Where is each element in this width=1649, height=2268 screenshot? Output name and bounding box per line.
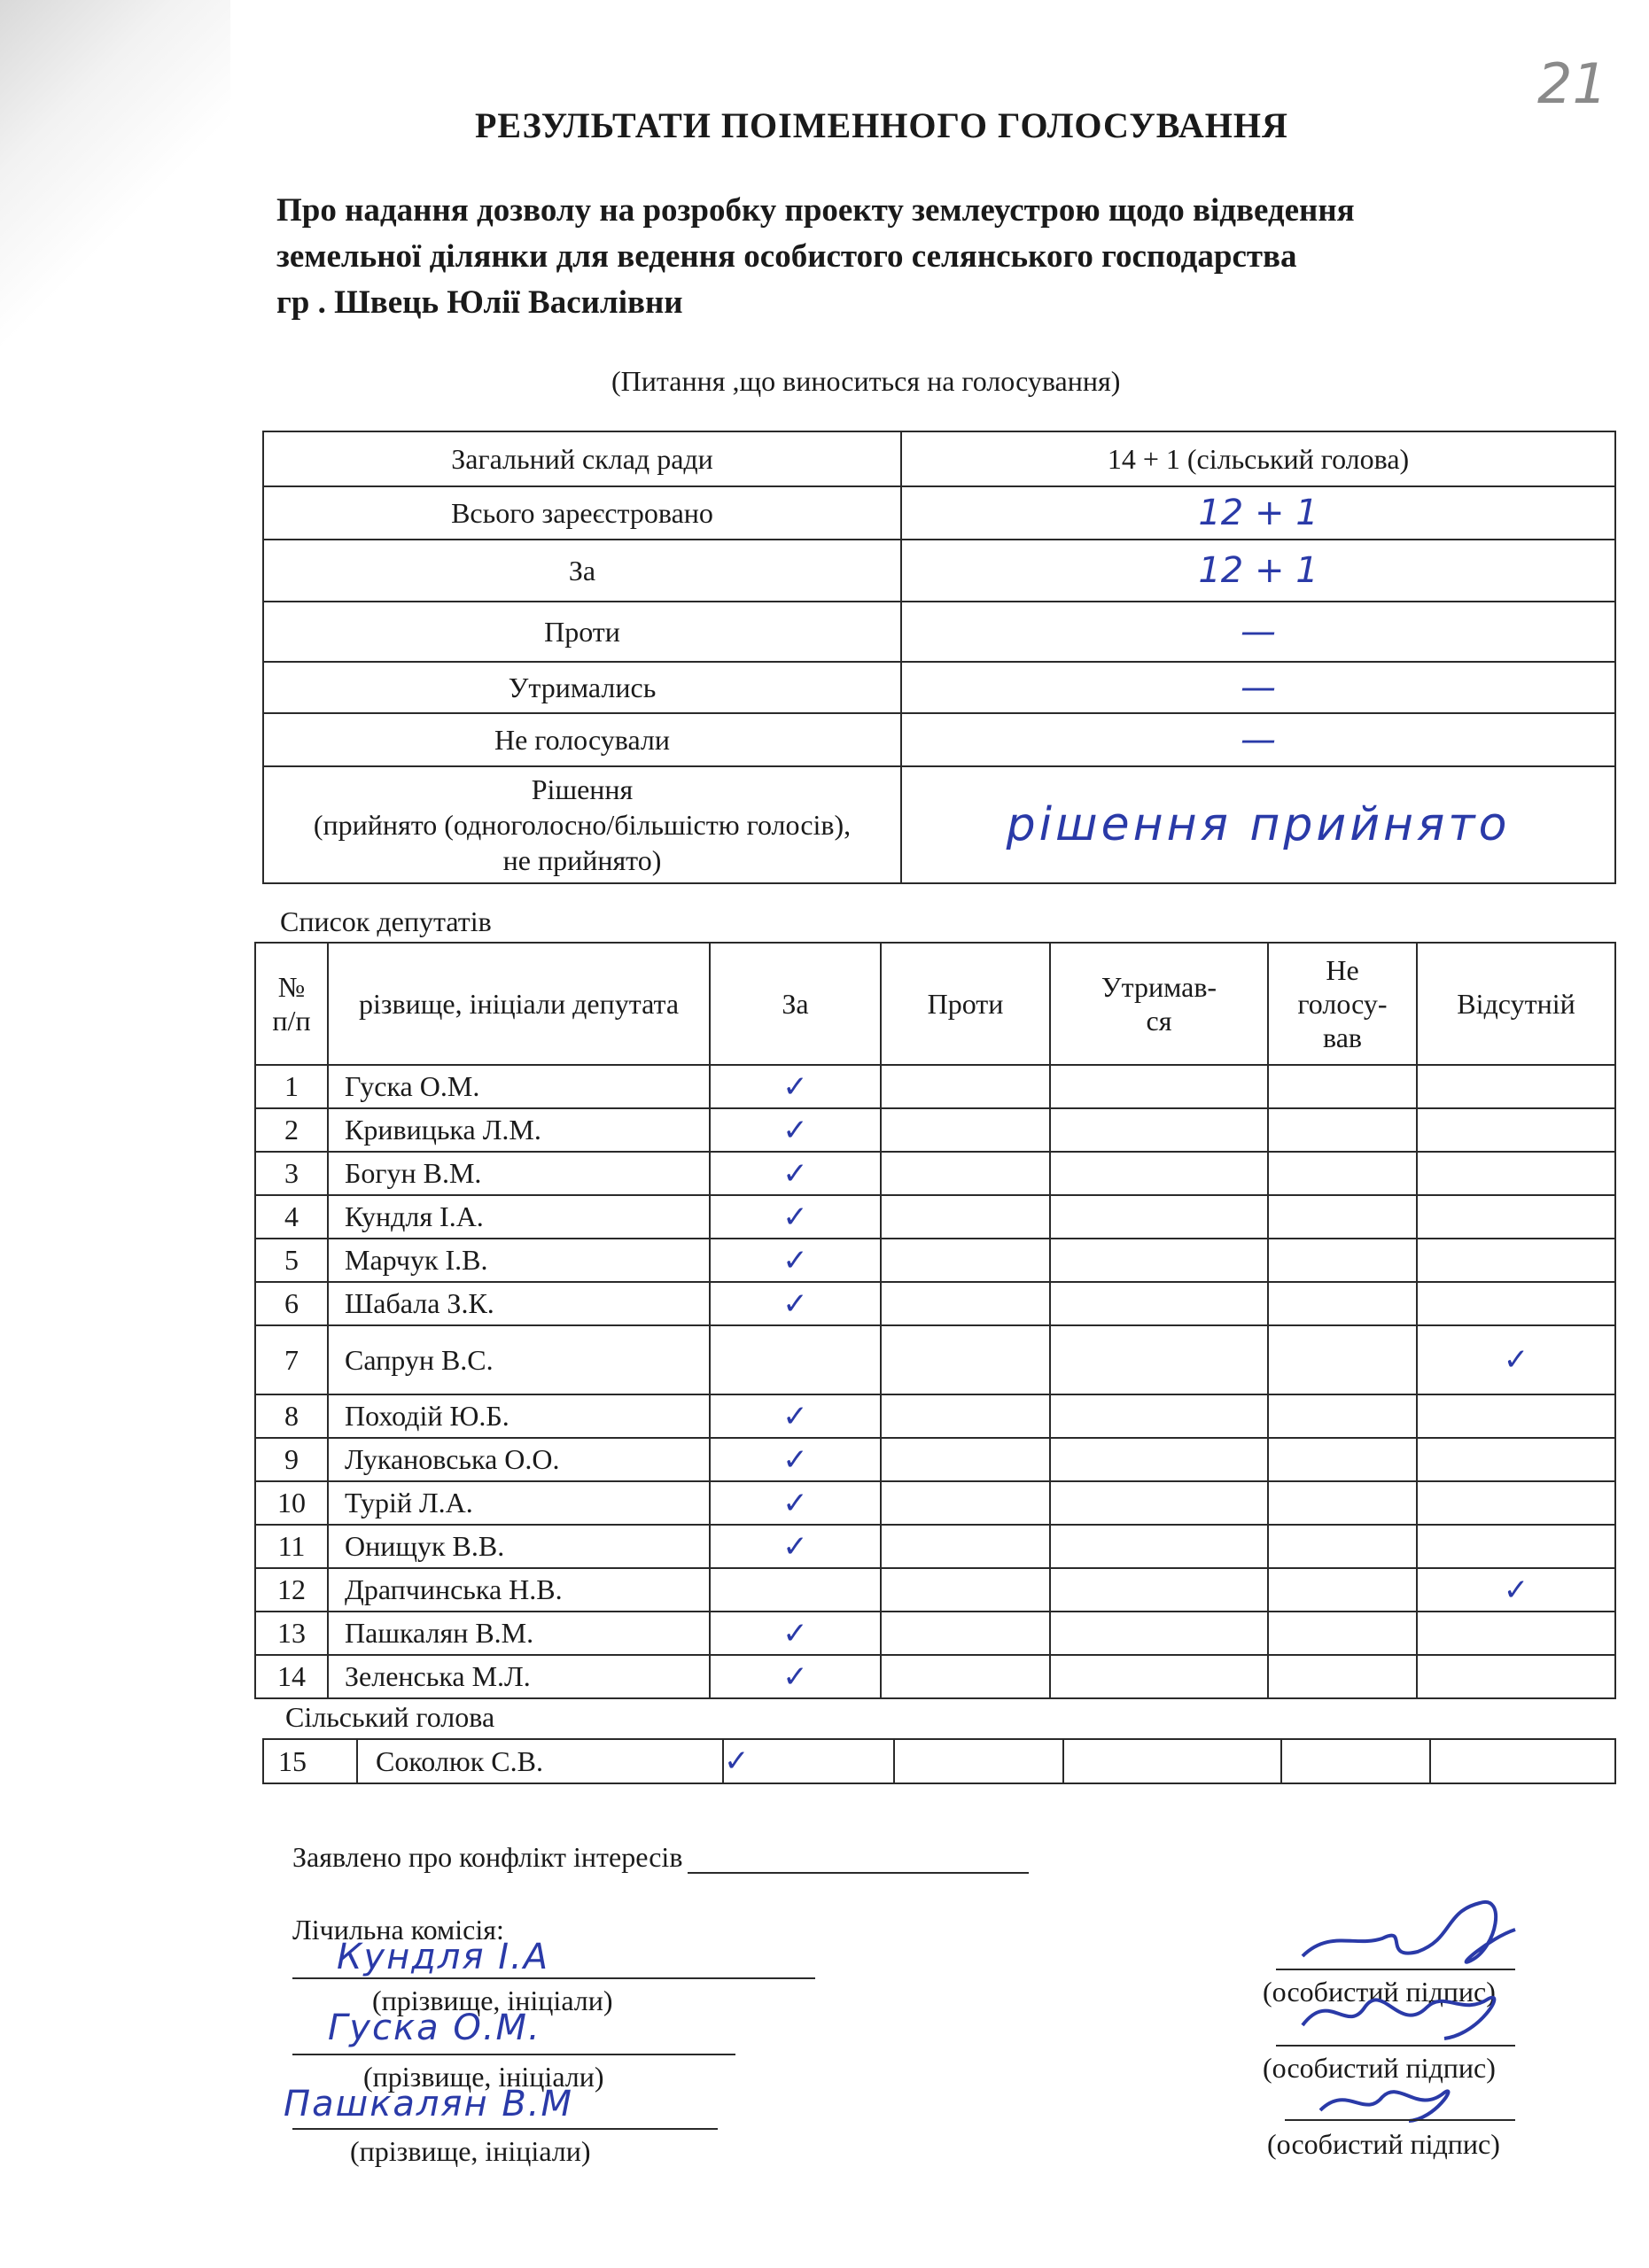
for-cell — [710, 1065, 881, 1108]
summary-row — [263, 662, 1615, 713]
row-num: 5 — [255, 1239, 328, 1282]
abstained-cell — [1050, 1612, 1268, 1655]
summary-value: 14 + 1 (сільський голова) — [901, 431, 1615, 486]
summary-value: 12 + 1 — [901, 540, 1615, 602]
table-row — [255, 1568, 1615, 1612]
against-cell — [894, 1739, 1063, 1783]
for-cell — [723, 1739, 894, 1783]
summary-value: — — [901, 662, 1615, 713]
subject-line: гр . Швець Юлії Василівни — [276, 284, 683, 321]
subject-line: земельної ділянки для ведення особистого селянського господарства — [276, 238, 1297, 275]
against-cell — [881, 1525, 1050, 1568]
not-voted-cell — [1268, 1152, 1417, 1195]
not-voted-cell — [1281, 1739, 1430, 1783]
row-name: Кривицька Л.М. — [328, 1108, 710, 1152]
name-caption: (прізвище, ініціали) — [363, 2061, 604, 2093]
table-row — [255, 1282, 1615, 1325]
header-against: Проти — [881, 943, 1050, 1065]
absent-cell — [1417, 1655, 1615, 1698]
not-voted-cell — [1268, 1568, 1417, 1612]
row-name: Онищук В.В. — [328, 1525, 710, 1568]
row-name: Турій Л.А. — [328, 1481, 710, 1525]
name-line — [292, 2128, 718, 2130]
row-name: Гуска О.М. — [328, 1065, 710, 1108]
head-table — [262, 1738, 1616, 1784]
signature-caption: (особистий підпис) — [1267, 2128, 1500, 2160]
decision-label-line: не прийнято) — [502, 844, 662, 876]
against-cell — [881, 1195, 1050, 1239]
signature-caption: (особистий підпис) — [1263, 1976, 1496, 2008]
table-row — [255, 1325, 1615, 1394]
header-name: різвище, ініціали депутата — [328, 943, 710, 1065]
not-voted-cell — [1268, 1325, 1417, 1394]
for-cell — [710, 1325, 881, 1394]
header-not-voted: Не голосу- вав — [1268, 943, 1417, 1065]
not-voted-cell — [1268, 1612, 1417, 1655]
check-mark-icon: ✓ — [782, 1528, 808, 1565]
decision-label-line: Рішення — [531, 773, 634, 805]
check-mark-icon: ✓ — [1503, 1342, 1529, 1378]
check-mark-icon: ✓ — [782, 1068, 808, 1105]
check-mark-icon: ✓ — [782, 1615, 808, 1651]
for-cell — [710, 1655, 881, 1698]
table-row — [255, 1655, 1615, 1698]
row-num: 1 — [255, 1065, 328, 1108]
absent-cell — [1417, 1612, 1615, 1655]
against-cell — [881, 1612, 1050, 1655]
row-name: Пашкалян В.М. — [328, 1612, 710, 1655]
for-cell — [710, 1394, 881, 1438]
signature-line — [1276, 2045, 1515, 2047]
summary-row — [263, 713, 1615, 766]
conflict-label: Заявлено про конфлікт інтересів — [292, 1841, 683, 1873]
not-voted-cell — [1268, 1438, 1417, 1481]
summary-value: 12 + 1 — [901, 486, 1615, 540]
for-cell — [710, 1481, 881, 1525]
row-num: 11 — [255, 1525, 328, 1568]
summary-row — [263, 431, 1615, 486]
scan-shadow — [0, 0, 230, 354]
summary-value: — — [901, 713, 1615, 766]
against-cell — [881, 1325, 1050, 1394]
row-num: 15 — [263, 1739, 357, 1783]
commission-member-name: Гуска О.М. — [328, 2008, 541, 2048]
not-voted-cell — [1268, 1065, 1417, 1108]
summary-label: Утримались — [263, 662, 901, 713]
abstained-cell — [1050, 1065, 1268, 1108]
for-cell — [710, 1282, 881, 1325]
summary-label: Загальний склад ради — [263, 431, 901, 486]
for-cell — [710, 1612, 881, 1655]
commission-label: Лічильна комісія: — [292, 1914, 504, 1946]
row-num: 9 — [255, 1438, 328, 1481]
against-cell — [881, 1108, 1050, 1152]
check-mark-icon: ✓ — [724, 1744, 750, 1779]
abstained-cell — [1050, 1655, 1268, 1698]
abstained-cell — [1050, 1152, 1268, 1195]
check-mark-icon: ✓ — [782, 1285, 808, 1322]
absent-cell — [1417, 1239, 1615, 1282]
row-name: Походій Ю.Б. — [328, 1394, 710, 1438]
summary-label: Всього зареєстровано — [263, 486, 901, 540]
row-num: 14 — [255, 1655, 328, 1698]
check-mark-icon: ✓ — [782, 1155, 808, 1192]
against-cell — [881, 1065, 1050, 1108]
header-abstained: Утримав- ся — [1050, 943, 1268, 1065]
signature-caption: (особистий підпис) — [1263, 2052, 1496, 2084]
check-mark-icon: ✓ — [782, 1398, 808, 1434]
decision-row — [263, 766, 1615, 883]
row-num: 2 — [255, 1108, 328, 1152]
against-cell — [881, 1282, 1050, 1325]
not-voted-cell — [1268, 1394, 1417, 1438]
absent-cell — [1417, 1481, 1615, 1525]
absent-cell — [1417, 1568, 1615, 1612]
against-cell — [881, 1152, 1050, 1195]
table-row — [255, 1108, 1615, 1152]
summary-value: — — [901, 602, 1615, 662]
absent-cell — [1417, 1065, 1615, 1108]
abstained-cell — [1050, 1195, 1268, 1239]
table-row — [255, 1438, 1615, 1481]
absent-cell — [1417, 1282, 1615, 1325]
absent-cell — [1417, 1525, 1615, 1568]
conflict-blank-line — [688, 1845, 1029, 1874]
row-num: 6 — [255, 1282, 328, 1325]
abstained-cell — [1050, 1568, 1268, 1612]
absent-cell — [1430, 1739, 1615, 1783]
not-voted-cell — [1268, 1481, 1417, 1525]
deputies-header-row — [255, 943, 1615, 1065]
table-row — [255, 1394, 1615, 1438]
decision-value: рішення прийнято — [901, 766, 1615, 883]
not-voted-cell — [1268, 1525, 1417, 1568]
summary-row — [263, 486, 1615, 540]
signature-line — [1285, 2119, 1515, 2121]
row-name: Зеленська М.Л. — [328, 1655, 710, 1698]
against-cell — [881, 1239, 1050, 1282]
signature-scribble — [1267, 1954, 1533, 2052]
name-caption: (прізвище, ініціали) — [350, 2135, 591, 2167]
commission-member-name: Пашкалян В.М — [284, 2084, 574, 2124]
for-cell — [710, 1525, 881, 1568]
for-cell — [710, 1108, 881, 1152]
table-row — [255, 1195, 1615, 1239]
abstained-cell — [1050, 1394, 1268, 1438]
row-num: 8 — [255, 1394, 328, 1438]
row-name: Лукановська О.О. — [328, 1438, 710, 1481]
row-name: Сапрун В.С. — [328, 1325, 710, 1394]
against-cell — [881, 1438, 1050, 1481]
table-row — [255, 1481, 1615, 1525]
absent-cell — [1417, 1195, 1615, 1239]
against-cell — [881, 1394, 1050, 1438]
absent-cell — [1417, 1152, 1615, 1195]
abstained-cell — [1050, 1239, 1268, 1282]
row-name: Шабала З.К. — [328, 1282, 710, 1325]
for-cell — [710, 1239, 881, 1282]
row-name: Кундля І.А. — [328, 1195, 710, 1239]
summary-table — [262, 431, 1616, 884]
subject-line: Про надання дозволу на розробку проекту землеустрою щодо відведення — [276, 192, 1355, 229]
abstained-cell — [1050, 1481, 1268, 1525]
row-num: 4 — [255, 1195, 328, 1239]
row-name: Соколюк С.В. — [357, 1739, 723, 1783]
check-mark-icon: ✓ — [782, 1242, 808, 1278]
table-row — [255, 1152, 1615, 1195]
summary-row — [263, 602, 1615, 662]
deputies-table — [254, 942, 1616, 1699]
row-num: 13 — [255, 1612, 328, 1655]
against-cell — [881, 1481, 1050, 1525]
subject-caption: (Питання ,що виноситься на голосування) — [611, 365, 1121, 397]
table-row — [255, 1525, 1615, 1568]
abstained-cell — [1050, 1438, 1268, 1481]
check-mark-icon: ✓ — [782, 1441, 808, 1478]
decision-label — [263, 766, 901, 883]
not-voted-cell — [1268, 1282, 1417, 1325]
name-caption: (прізвище, ініціали) — [372, 1984, 613, 2016]
against-cell — [881, 1655, 1050, 1698]
abstained-cell — [1050, 1282, 1268, 1325]
for-cell — [710, 1152, 881, 1195]
absent-cell — [1417, 1394, 1615, 1438]
row-num: 12 — [255, 1568, 328, 1612]
table-row — [255, 1065, 1615, 1108]
deputies-list-label: Список депутатів — [280, 905, 492, 937]
summary-label: Не голосували — [263, 713, 901, 766]
check-mark-icon: ✓ — [782, 1199, 808, 1235]
for-cell — [710, 1195, 881, 1239]
check-mark-icon: ✓ — [782, 1485, 808, 1521]
not-voted-cell — [1268, 1108, 1417, 1152]
check-mark-icon: ✓ — [782, 1112, 808, 1148]
row-name: Богун В.М. — [328, 1152, 710, 1195]
table-row — [263, 1739, 1615, 1783]
head-label: Сільський голова — [285, 1701, 495, 1733]
name-line — [292, 2054, 735, 2055]
abstained-cell — [1050, 1325, 1268, 1394]
header-absent: Відсутній — [1417, 943, 1615, 1065]
row-num: 7 — [255, 1325, 328, 1394]
summary-label: За — [263, 540, 901, 602]
document-title: РЕЗУЛЬТАТИ ПОІМЕННОГО ГОЛОСУВАННЯ — [475, 105, 1288, 145]
row-name: Драпчинська Н.В. — [328, 1568, 710, 1612]
commission-member-name: Кундля І.А — [337, 1937, 550, 1977]
abstained-cell — [1063, 1739, 1281, 1783]
for-cell — [710, 1438, 881, 1481]
summary-label: Проти — [263, 602, 901, 662]
header-num: № п/п — [255, 943, 328, 1065]
check-mark-icon: ✓ — [1503, 1572, 1529, 1608]
conflict-of-interest — [292, 1841, 1029, 1874]
abstained-cell — [1050, 1108, 1268, 1152]
name-line — [292, 1977, 815, 1979]
table-row — [255, 1612, 1615, 1655]
not-voted-cell — [1268, 1195, 1417, 1239]
absent-cell — [1417, 1108, 1615, 1152]
check-mark-icon: ✓ — [782, 1658, 808, 1695]
abstained-cell — [1050, 1525, 1268, 1568]
header-for: За — [710, 943, 881, 1065]
not-voted-cell — [1268, 1239, 1417, 1282]
page-number: 21 — [1537, 51, 1607, 116]
row-num: 10 — [255, 1481, 328, 1525]
absent-cell — [1417, 1325, 1615, 1394]
summary-row — [263, 540, 1615, 602]
table-row — [255, 1239, 1615, 1282]
row-name: Марчук І.В. — [328, 1239, 710, 1282]
vote-subject — [276, 188, 1606, 326]
not-voted-cell — [1268, 1655, 1417, 1698]
row-num: 3 — [255, 1152, 328, 1195]
against-cell — [881, 1568, 1050, 1612]
for-cell — [710, 1568, 881, 1612]
decision-label-line: (прийнято (одноголосно/більшістю голосів), — [313, 809, 852, 841]
absent-cell — [1417, 1438, 1615, 1481]
